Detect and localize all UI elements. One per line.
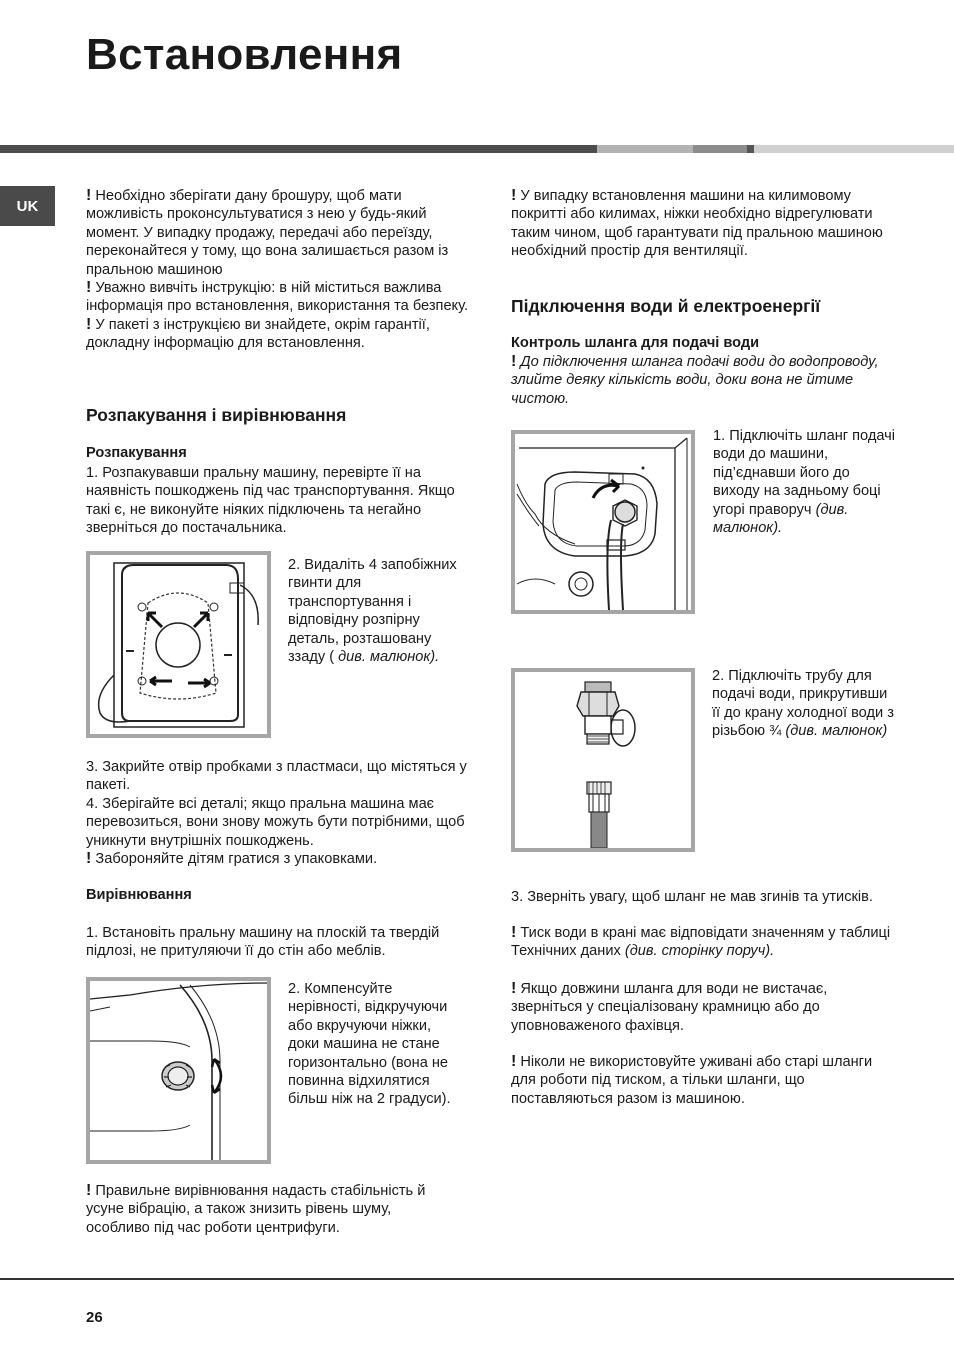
unpack-step-1: 1. Розпакувавши пральну машину, перевірте її на наявність пошкоджень під час транспортування. Якщо такі є, не виконуйте ніяких підключень та негайно зверніться до постачальника. (86, 465, 455, 537)
intro-note-1: ! Необхідно зберігати дану брошуру, щоб мати можливість проконсультуватися з нею у будь-який момент. У випадку продажу, передачі або переїзду, переконайтеся у тому, що вона залишається разом із пральною машиною (86, 187, 449, 278)
hose-length-note: ! Якщо довжини шланга для води не вистачає, зверніться у спеціалізовану крамницю або до уповноваженого фахівця. (511, 980, 828, 1034)
rear-view-drawing (90, 555, 267, 734)
hose-warning: ! До підключення шланга подачі води до водопроводу, злийте деяку кількість води, доки вона не йтиме чистою. (511, 353, 879, 407)
page-title: Встановлення (86, 30, 403, 79)
unpack-step-2: 2. Видаліть 4 запобіжних гвинти для транспортування і відповідну розпірну деталь, розташовану ззаду ( див. малюнок). (288, 557, 457, 666)
header-bar-gray (693, 145, 747, 153)
section-title-water-electric: Підключення води й електроенергії (511, 296, 821, 316)
header-bar-dark (0, 145, 597, 153)
leveling-warning: ! Правильне вирівнювання надасть стабільність й усуне вібрацію, а також знизить рівень шуму, особливо під час роботи центрифуги. (86, 1182, 426, 1236)
level-step-2: 2. Компенсуйте нерівності, відкручуючи або вкручуючи ніжки, доки машина не стане горизонтально (вона не повинна відхилятися більш ніж на 2 градуси). (288, 981, 451, 1108)
carpet-note: ! У випадку встановлення машини на килимовому покритті або килимах, ніжки необхідно відрегулювати таким чином, щоб гарантувати під пральною машиною необхідний простір для вентиляції. (511, 187, 883, 260)
unpack-warning: ! Забороняйте дітям гратися з упаковками. (86, 850, 378, 868)
unpack-steps-3-4 (86, 758, 476, 868)
unpack-step-4: 4. Зберігайте всі деталі; якщо пральна машина має перевозиться, вони знову можуть бути потрібними, щоб уникнути внутрішніх пошкоджень. (86, 795, 465, 849)
intro-notes (86, 187, 472, 353)
section-title-unpacking: Розпакування і вирівнювання (86, 405, 347, 425)
intro-note-2: ! Уважно вивчіть інструкцію: в ній міститься важлива інформація про встановлення, використання та безпеку. (86, 279, 468, 315)
unpack-step-3: 3. Закрийте отвір пробками з пластмаси, що містяться у пакеті. (86, 759, 467, 794)
inlet-connection-drawing (515, 434, 691, 610)
footer-divider (0, 1278, 954, 1280)
subtitle-leveling: Вирівнювання (86, 887, 192, 903)
subtitle-hose-check: Контроль шланга для подачі води (511, 335, 760, 351)
header-bar-light (754, 145, 954, 153)
water-step-3: 3. Зверніть увагу, щоб шланг не мав згинів та утисків. (511, 889, 873, 905)
subtitle-unpacking: Розпакування (86, 445, 187, 461)
inlet-connection-figure (511, 430, 695, 614)
intro-note-3: ! У пакеті з інструкцією ви знайдете, окрім гарантії, докладну інформацію для встановлення. (86, 315, 430, 352)
pressure-note: ! Тиск води в крані має відповідати значенням у таблиці Технічних даних (див. сторінку поруч). (511, 924, 891, 960)
leveling-foot-figure (86, 977, 271, 1164)
tap-connection-figure (511, 668, 695, 852)
header-bar-accent (747, 145, 754, 153)
language-tab: UK (0, 186, 55, 226)
level-step-1: 1. Встановіть пральну машину на плоскій та твердій підлозі, не притуляючи її до стін або меблів. (86, 925, 440, 960)
old-hose-note: ! Ніколи не використовуйте уживані або старі шланги для роботи під тиском, а тільки шланги, що поставляються разом із машиною. (511, 1053, 873, 1107)
water-step-1: 1. Підключіть шланг подачі води до машини, під’єднавши його до виходу на задньому боці угорі праворуч (див. малюнок). (713, 428, 895, 537)
rear-view-figure (86, 551, 271, 738)
page-number: 26 (86, 1309, 103, 1326)
water-step-2: 2. Підключіть трубу для подачі води, прикрутивши її до крану холодної води з різьбою ¾ (див. малюнок) (712, 668, 894, 740)
header-bar-mid (597, 145, 693, 153)
leveling-foot-drawing (90, 981, 267, 1160)
tap-connection-drawing (515, 672, 691, 848)
